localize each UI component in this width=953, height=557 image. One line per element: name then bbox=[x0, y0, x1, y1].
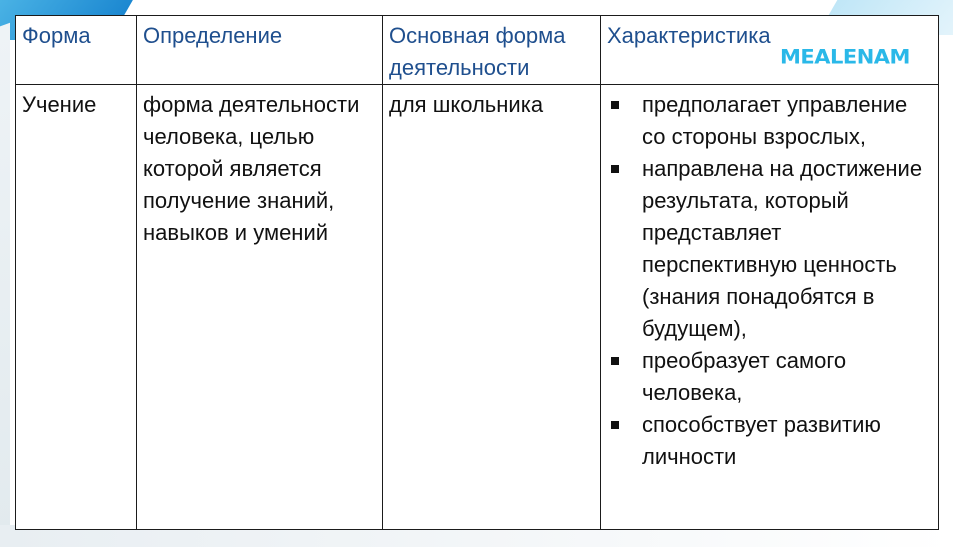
header-definition: Определение bbox=[137, 16, 383, 85]
header-main-activity: Основная форма деятельности bbox=[383, 16, 601, 85]
watermark-logo: MEALENAM bbox=[780, 45, 910, 69]
cell-main-activity: для школьника bbox=[383, 85, 601, 530]
cell-characteristics bbox=[601, 85, 939, 530]
characteristics-list bbox=[607, 89, 932, 473]
decorative-grey-shape bbox=[0, 23, 10, 557]
header-form: Форма bbox=[16, 16, 137, 85]
cell-definition: форма деятельности человека, целью которой является получение знаний, навыков и умений bbox=[137, 85, 383, 530]
cell-form: Учение bbox=[16, 85, 137, 530]
activity-forms-table bbox=[15, 15, 939, 530]
list-item: преобразует самого человека, bbox=[607, 345, 932, 409]
list-item: предполагает управление со стороны взрослых, bbox=[607, 89, 932, 153]
header-characteristics: Характеристика bbox=[601, 16, 939, 85]
list-item: направлена на достижение результата, который представляет перспективную ценность (знания понадобятся в будущем), bbox=[607, 153, 932, 345]
table-row bbox=[16, 85, 939, 530]
list-item: способствует развитию личности bbox=[607, 409, 932, 473]
